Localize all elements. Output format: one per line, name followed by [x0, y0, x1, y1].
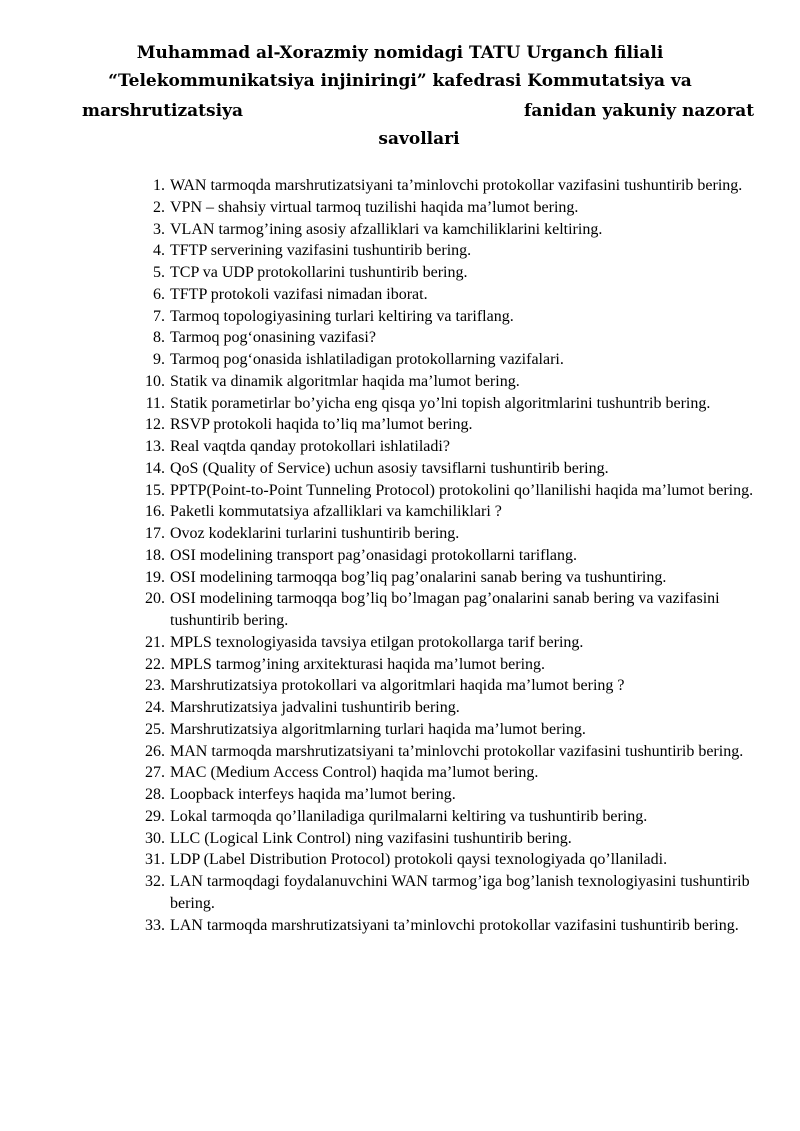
question-number: 9.	[153, 351, 165, 368]
question-item	[0, 436, 800, 458]
question-number: 31.	[145, 851, 165, 869]
header-exam-title: fanidan yakuniy nazorat	[524, 101, 755, 121]
question-item	[0, 654, 800, 676]
question-item	[0, 806, 800, 828]
question-item	[0, 632, 800, 654]
question-item	[0, 741, 800, 763]
question-text: Statik va dinamik algoritmlar haqida ma’lumot bering.	[170, 372, 520, 390]
question-number: 11.	[145, 394, 165, 412]
question-number: 25.	[145, 720, 165, 738]
question-item	[0, 697, 800, 719]
question-number: 14.	[145, 459, 165, 477]
question-text: Paketli kommutatsiya afzalliklari va kamchiliklari ?	[170, 503, 502, 521]
question-number: 15.	[145, 481, 165, 499]
question-number: 22.	[145, 655, 165, 673]
question-item	[0, 480, 800, 502]
question-item	[0, 306, 800, 328]
question-item	[0, 545, 800, 567]
question-number: 23.	[145, 677, 165, 695]
question-text: OSI modelining tarmoqqa bog’liq pag’onalarini sanab bering va tushuntiring.	[170, 568, 667, 586]
question-text: MPLS texnologiyasida tavsiya etilgan protokollarga tarif bering.	[170, 633, 584, 651]
question-text: MAC (Medium Access Control) haqida ma’lumot bering.	[170, 764, 539, 782]
question-number: 19.	[145, 568, 165, 586]
question-item	[0, 871, 800, 915]
question-text: LLC (Logical Link Control) ning vazifasini tushuntirib bering.	[170, 829, 572, 847]
question-number: 26.	[145, 742, 165, 760]
question-item	[0, 284, 800, 306]
question-number: 18.	[145, 546, 165, 564]
question-text: Marshrutizatsiya jadvalini tushuntirib bering.	[170, 699, 460, 716]
question-item	[0, 175, 800, 197]
question-number: 7.	[153, 307, 165, 325]
question-number: 17.	[145, 525, 165, 542]
question-text: Tarmoq pog‘onasining vazifasi?	[170, 329, 376, 347]
question-number: 3.	[153, 220, 165, 238]
question-text: Marshrutizatsiya protokollari va algoritmlari haqida ma’lumot bering ?	[170, 677, 625, 695]
question-text: MPLS tarmog’ining arxitekturasi haqida ma’lumot bering.	[170, 655, 546, 673]
header-institution: Muhammad al-Xorazmiy nomidagi TATU Urganch filiali	[136, 43, 664, 63]
question-item	[0, 262, 800, 284]
question-item	[0, 501, 800, 523]
question-item	[0, 523, 800, 545]
question-text: OSI modelining transport pag’onasidagi protokollarni tariflang.	[170, 546, 578, 564]
question-text: QoS (Quality of Service) uchun asosiy tavsiflarni tushuntirib bering.	[170, 459, 609, 477]
question-text: Loopback interfeys haqida ma’lumot bering.	[170, 786, 456, 803]
question-text: Lokal tarmoqda qo’llaniladiga qurilmalarni keltiring va tushuntirib bering.	[170, 807, 648, 825]
header-questions-word: savollari	[378, 129, 460, 149]
question-number: 21.	[145, 633, 165, 651]
question-number: 24.	[145, 699, 165, 716]
question-number: 33.	[145, 916, 165, 934]
question-item	[0, 719, 800, 741]
question-number: 5.	[153, 264, 165, 281]
question-text: Tarmoq pog‘onasida ishlatiladigan protokollarning vazifalari.	[170, 351, 564, 368]
question-text: Statik porametirlar bo’yicha eng qisqa yo’lni topish algoritmlarini tushuntrib bering.	[170, 394, 711, 412]
question-item	[0, 675, 800, 697]
question-item	[0, 219, 800, 241]
question-number: 6.	[153, 285, 165, 303]
questions-list	[0, 175, 800, 936]
question-text: LAN tarmoqda marshrutizatsiyani ta’minlovchi protokollar vazifasini tushuntirib bering.	[170, 916, 739, 934]
question-item	[0, 371, 800, 393]
question-item	[0, 567, 800, 589]
question-item	[0, 458, 800, 480]
question-item	[0, 414, 800, 436]
question-number: 8.	[153, 329, 165, 347]
question-text: Tarmoq topologiyasining turlari keltiring va tariflang.	[170, 307, 514, 325]
question-item	[0, 762, 800, 784]
question-item	[0, 393, 800, 415]
question-text: LDP (Label Distribution Protocol) protokoli qaysi texnologiyada qo’llaniladi.	[170, 851, 668, 869]
question-item	[0, 240, 800, 262]
question-text: TFTP serverining vazifasini tushuntirib bering.	[170, 242, 472, 260]
question-number: 30.	[145, 829, 165, 847]
question-item	[0, 588, 800, 632]
question-number: 13.	[145, 438, 165, 455]
question-text: MAN tarmoqda marshrutizatsiyani ta’minlovchi protokollar vazifasini tushuntirib bering.	[170, 742, 744, 760]
question-number: 10.	[145, 372, 165, 390]
question-text: TCP va UDP protokollarini tushuntirib bering.	[170, 264, 468, 281]
question-text: PPTP(Point-to-Point Tunneling Protocol) protokolini qo’llanilishi haqida ma’lumot bering.	[170, 481, 754, 499]
question-text: Marshrutizatsiya algoritmlarning turlari haqida ma’lumot bering.	[170, 720, 586, 738]
header-department: “Telekommunikatsiya injiniringi” kafedrasi Kommutatsiya va	[108, 71, 692, 91]
question-text: VLAN tarmog’ining asosiy afzalliklari va kamchiliklarini keltiring.	[170, 220, 603, 238]
question-item	[0, 349, 800, 371]
question-item	[0, 784, 800, 806]
question-number: 28.	[145, 786, 165, 803]
question-number: 12.	[145, 416, 165, 434]
question-number: 29.	[145, 807, 165, 825]
question-item	[0, 327, 800, 349]
question-text: TFTP protokoli vazifasi nimadan iborat.	[170, 285, 428, 303]
question-text: Real vaqtda qanday protokollari ishlatiladi?	[170, 438, 450, 455]
question-number: 1.	[153, 177, 165, 194]
question-item	[0, 849, 800, 871]
question-number: 32.	[145, 873, 165, 890]
question-number: 27.	[145, 764, 165, 782]
question-text: RSVP protokoli haqida to’liq ma’lumot bering.	[170, 416, 473, 434]
question-item	[0, 915, 800, 937]
question-text: WAN tarmoqda marshrutizatsiyani ta’minlovchi protokollar vazifasini tushuntirib bering.	[170, 177, 743, 194]
question-item	[0, 197, 800, 219]
question-text: LAN tarmoqdagi foydalanuvchini WAN tarmog’iga bog’lanish texnologiyasini tushuntirib bering.	[170, 873, 750, 912]
question-number: 16.	[145, 503, 165, 521]
question-number: 2.	[153, 198, 165, 216]
question-text: VPN – shahsiy virtual tarmoq tuzilishi haqida ma’lumot bering.	[170, 198, 579, 216]
question-number: 4.	[153, 242, 165, 260]
question-item	[0, 828, 800, 850]
header-subject: marshrutizatsiya	[82, 101, 243, 121]
question-text: Ovoz kodeklarini turlarini tushuntirib bering.	[170, 525, 460, 542]
question-number: 20.	[145, 590, 165, 608]
question-text: OSI modelining tarmoqqa bog’liq bo’lmagan pag’onalarini sanab bering va vazifasini tushuntirib bering.	[170, 590, 720, 629]
